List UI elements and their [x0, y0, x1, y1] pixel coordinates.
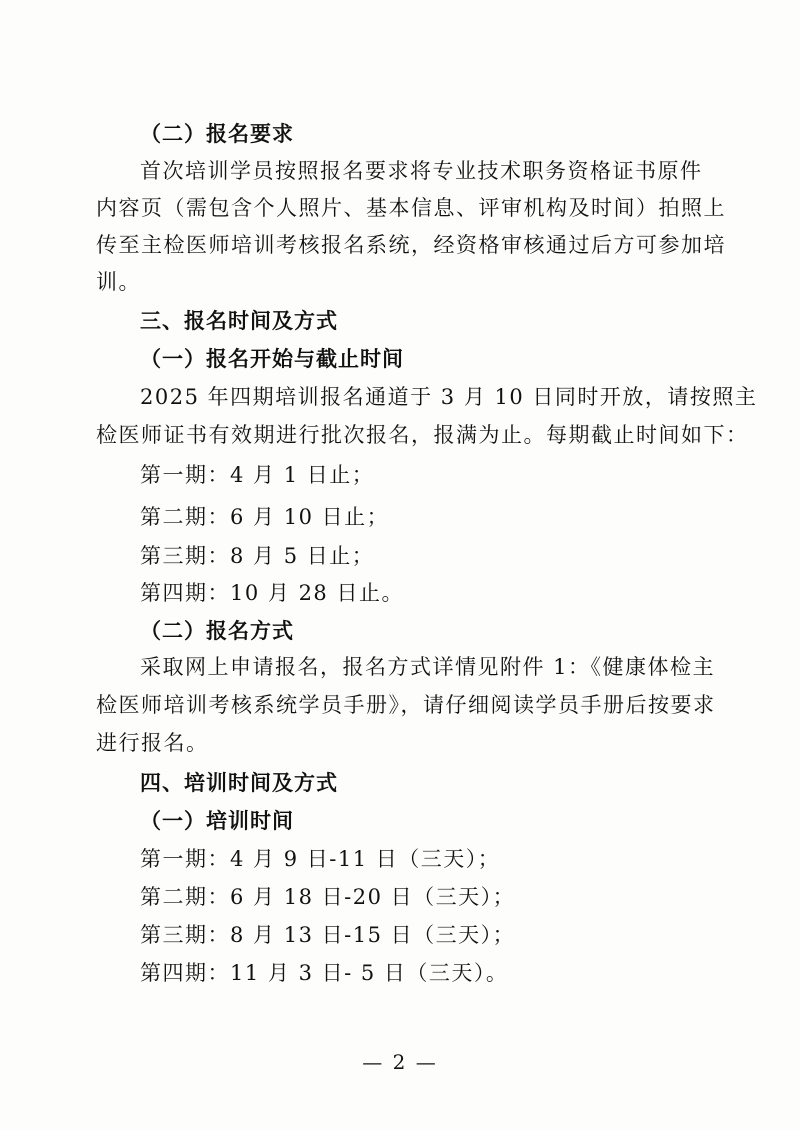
paragraph-line: 2025 年四期培训报名通道于 3 月 10 日同时开放，请按照主 [140, 385, 758, 409]
training-period-item: 第一期：4 月 9 日-11 日（三天）； [140, 847, 501, 871]
paragraph-line: 检医师培训考核系统学员手册》，请仔细阅读学员手册后按要求 [96, 693, 716, 717]
subsection-heading-training-time: （一）培训时间 [140, 809, 294, 833]
deadline-item: 第四期：10 月 28 日止。 [140, 581, 404, 605]
training-period-item: 第三期：8 月 13 日-15 日（三天）； [140, 923, 516, 947]
paragraph-line: 传至主检医师培训考核报名系统，经资格审核通过后方可参加培 [96, 233, 726, 257]
paragraph-line: 内容页（需包含个人照片、基本信息、评审机构及时间）拍照上 [96, 196, 726, 220]
deadline-item: 第三期：8 月 5 日止； [140, 544, 375, 568]
paragraph-line: 训。 [96, 270, 141, 294]
deadline-item: 第二期：6 月 10 日止； [140, 505, 390, 529]
section-heading-training-time-method: 四、培训时间及方式 [140, 771, 338, 795]
subsection-heading-registration-period: （一）报名开始与截止时间 [140, 347, 404, 371]
training-period-item: 第四期：11 月 3 日- 5 日（三天）。 [140, 961, 509, 985]
paragraph-line: 进行报名。 [96, 731, 209, 755]
paragraph-line: 检医师证书有效期进行批次报名，报满为止。每期截止时间如下： [96, 423, 749, 447]
training-period-item: 第二期：6 月 18 日-20 日（三天）； [140, 885, 516, 909]
subsection-heading-registration-method: （二）报名方式 [140, 619, 294, 643]
paragraph-line: 首次培训学员按照报名要求将专业技术职务资格证书原件 [140, 159, 703, 183]
deadline-item: 第一期：4 月 1 日止； [140, 463, 375, 487]
section-heading-registration-time-method: 三、报名时间及方式 [140, 309, 338, 333]
section-heading-registration-requirements: （二）报名要求 [140, 122, 294, 146]
page-number: — 2 — [362, 1050, 438, 1074]
paragraph-line: 采取网上申请报名，报名方式详情见附件 1：《健康体检主 [140, 655, 716, 679]
